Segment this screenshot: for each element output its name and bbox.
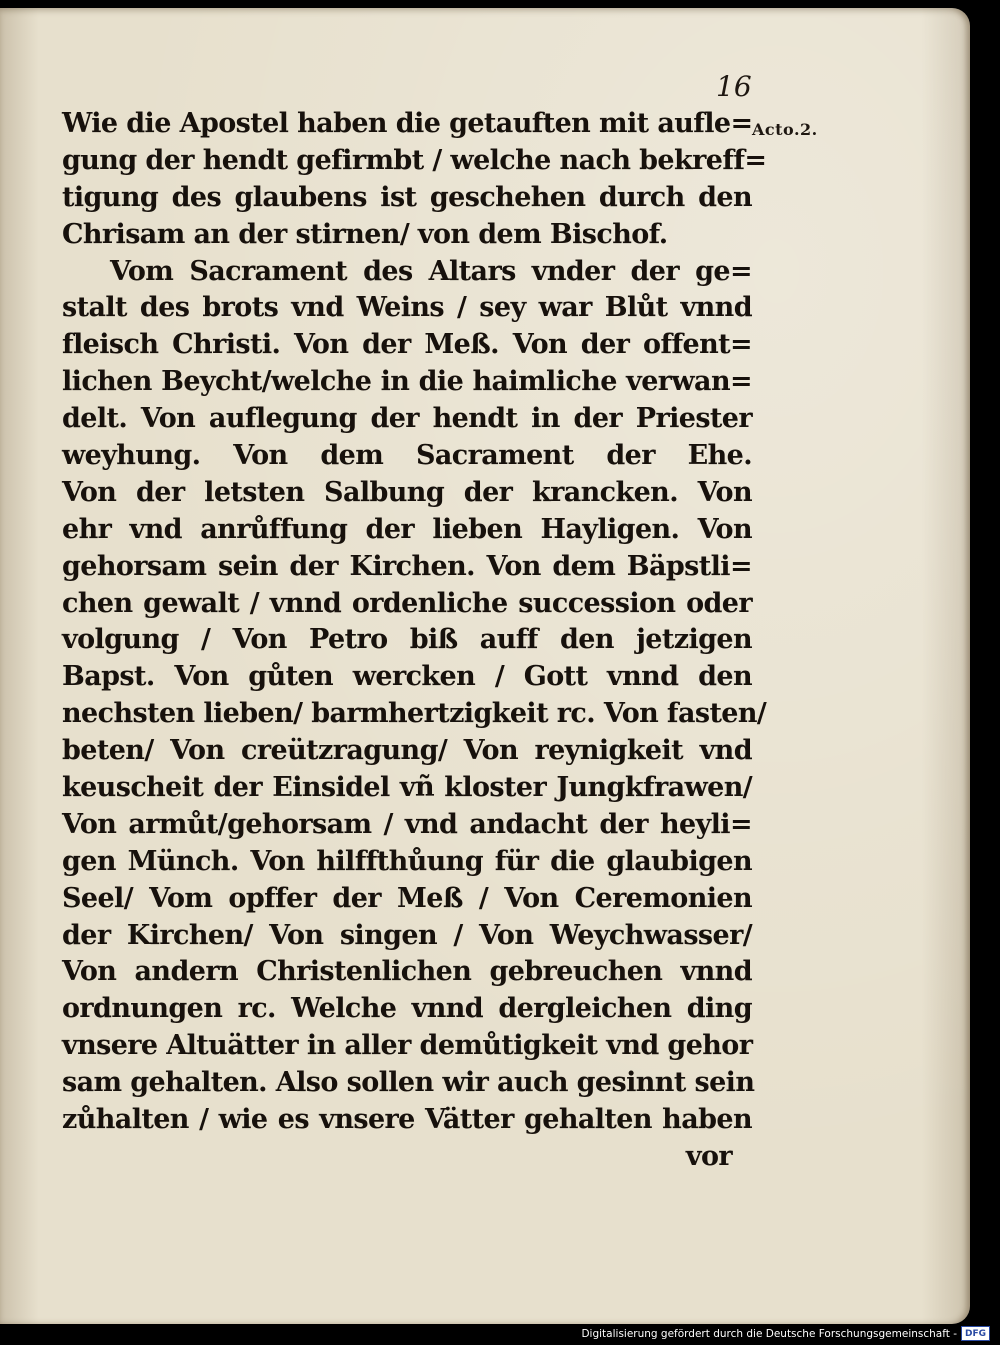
text-line: stalt des brots vnd Weins / sey war Blůt vnnd: [62, 292, 752, 324]
text-line: Von andern Christenlichen gebreuchen vnnd: [62, 956, 752, 988]
text-line: keuscheit der Einsidel vñ kloster Jungkfrawen/: [62, 772, 752, 804]
text-line: ehr vnd anrůffung der lieben Hayligen. Von: [62, 513, 752, 545]
text-line: Bapst. Von gůten wercken / Gott vnnd den: [62, 661, 752, 693]
text-line: Von armůt/gehorsam / vnd andacht der heyli=: [62, 808, 752, 840]
text-line: Wie die Apostel haben die getauften mit aufle=: [62, 108, 753, 139]
text-line: beten/ Von creützragung/ Von reynigkeit vnd: [62, 735, 752, 767]
page-number: 16: [716, 70, 752, 103]
text-line: der Kirchen/ Von singen / Von Weychwasser/: [62, 919, 752, 951]
text-line: weyhung. Von dem Sacrament der Ehe.: [62, 440, 752, 472]
text-line: delt. Von auflegung der hendt in der Priester: [62, 403, 752, 435]
text-line: fleisch Christi. Von der Meß. Von der offent=: [62, 329, 752, 361]
text-line: sam gehalten. Also sollen wir auch gesinnt sein: [62, 1067, 755, 1099]
text-line: gung der hendt gefirmbt / welche nach bekreff=: [62, 144, 767, 176]
text-line: Von der letsten Salbung der krancken. Von: [62, 476, 752, 508]
text-line: gen Münch. Von hilffthůung für die glaubigen: [62, 845, 752, 877]
text-line: vnsere Altuätter in aller demůtigkeit vnd gehor: [62, 1030, 753, 1062]
text-line: volgung / Von Petro biß auff den jetzigen: [62, 624, 752, 656]
dfg-logo-icon: DFG: [961, 1326, 990, 1341]
text-line: ordnungen rc. Welche vnnd dergleichen ding: [62, 993, 752, 1025]
text-line: tigung des glaubens ist geschehen durch den: [62, 181, 752, 213]
text-line: Vom Sacrament des Altars vnder der ge=: [110, 255, 752, 287]
book-page: [0, 8, 970, 1324]
text-line: nechsten lieben/ barmhertzigkeit rc. Von fasten/: [62, 698, 767, 730]
text-line: Seel/ Vom opffer der Meß / Von Ceremonien: [62, 882, 752, 914]
digitization-credit: [581, 1326, 990, 1341]
text-line: zůhalten / wie es vnsere Vätter gehalten haben: [62, 1104, 752, 1136]
text-line: gehorsam sein der Kirchen. Von dem Bäpstli=: [62, 550, 752, 582]
text-line: lichen Beycht/welche in die haimliche verwan=: [62, 366, 752, 398]
text-line: chen gewalt / vnnd ordenliche succession oder: [62, 587, 752, 619]
text-block: [62, 106, 767, 1176]
marginal-note: Acto.2.: [752, 120, 818, 139]
catchword: vor: [685, 1140, 732, 1172]
text-line: Chrisam an der stirnen/ von dem Bischof.: [62, 218, 668, 250]
credit-text: Digitalisierung gefördert durch die Deutsche Forschungsgemeinschaft -: [581, 1327, 957, 1340]
